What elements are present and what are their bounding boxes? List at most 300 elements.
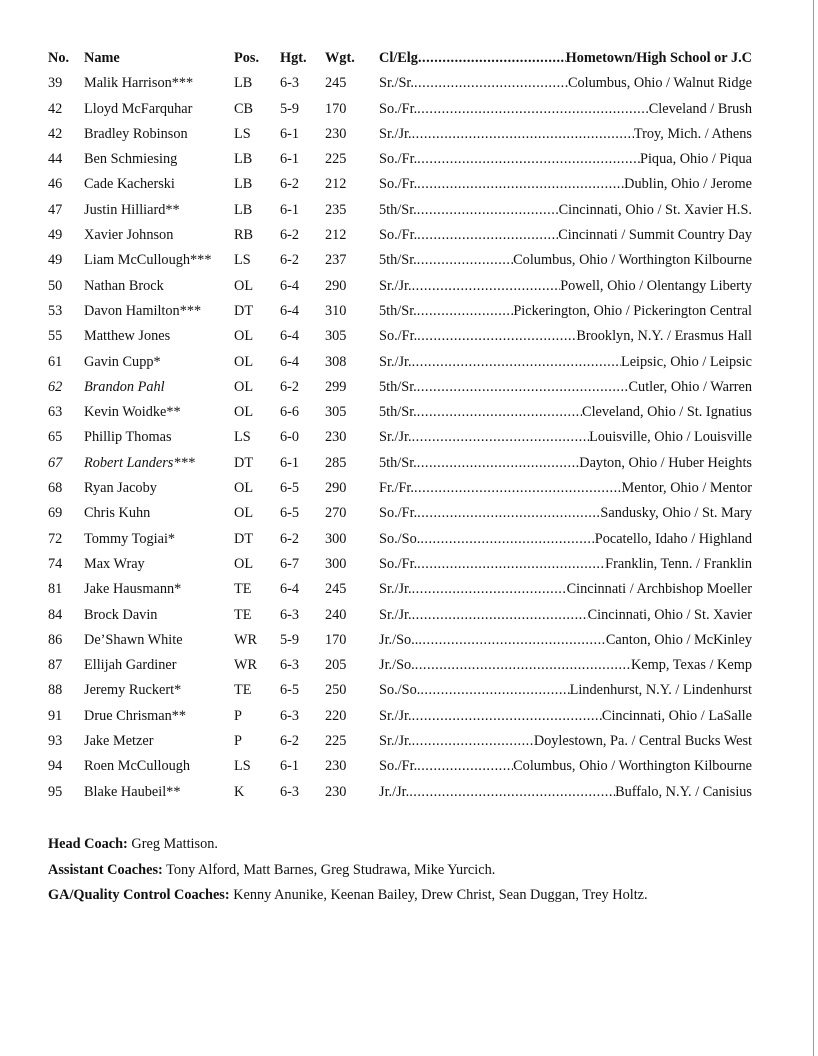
leader-dots [417,99,649,119]
player-number: 53 [48,302,63,319]
player-weight: 240 [325,606,347,623]
player-weight: 237 [325,252,347,269]
player-number: 93 [48,733,63,750]
leader-dots [409,782,615,802]
player-name: Max Wray [84,555,145,572]
table-row [48,756,752,781]
player-class-hometown [379,478,752,498]
player-number: 67 [48,454,63,471]
player-weight: 225 [325,733,347,750]
player-height: 6-4 [280,277,300,294]
player-number: 39 [48,75,63,92]
table-row [48,276,752,301]
player-hometown: Columbus, Ohio / Worthington Kilbourne [513,758,752,775]
player-position: LS [234,758,251,775]
player-height: 6-1 [280,454,300,471]
player-class: Sr./Jr. [379,581,412,598]
player-class: So./Fr. [379,758,418,775]
player-number: 86 [48,631,63,648]
player-number: 42 [48,100,63,117]
assistant-coaches-line [48,860,768,886]
player-position: TE [234,606,252,623]
player-number: 65 [48,429,63,446]
player-class: Jr./So.. [379,631,419,648]
player-weight: 235 [325,201,347,218]
head-coach-label: Head Coach: [48,836,128,852]
player-number: 49 [48,252,63,269]
player-position: DT [234,530,254,547]
table-row [48,529,752,554]
player-height: 6-4 [280,302,300,319]
leader-dots [417,453,580,473]
player-name: Brandon Pahl [84,378,165,395]
player-name: Gavin Cupp* [84,353,161,370]
leader-dots [412,605,588,625]
player-position: OL [234,404,254,421]
player-weight: 205 [325,657,347,674]
table-row [48,124,752,149]
player-weight: 230 [325,429,347,446]
player-position: LB [234,75,253,92]
player-class-hometown [379,706,752,726]
leader-dots [417,225,558,245]
leader-dots [418,48,566,68]
player-class: So./Fr. [379,176,418,193]
player-class-hometown [379,124,752,144]
player-weight: 250 [325,682,347,699]
player-hometown: Powell, Ohio / Olentangy Liberty [560,277,752,294]
coaching-staff [48,834,768,911]
player-weight: 299 [325,378,347,395]
table-row [48,99,752,124]
player-hometown: Brooklyn, N.Y. / Erasmus Hall [576,328,752,345]
assistant-coaches-label: Assistant Coaches: [48,861,163,878]
player-weight: 220 [325,707,347,724]
player-position: LB [234,176,253,193]
player-position: P [234,733,242,750]
player-height: 6-2 [280,227,300,244]
player-class: Sr./Jr. [379,353,412,370]
player-name: Roen McCullough [84,758,191,775]
leader-dots [417,503,600,523]
player-name: Jeremy Ruckert* [84,682,182,699]
player-position: OL [234,555,254,572]
roster-header-row [48,48,752,73]
player-class: So./Fr. [379,555,418,572]
player-number: 87 [48,657,63,674]
player-position: OL [234,378,254,395]
player-hometown: Cleveland, Ohio / St. Ignatius [582,404,752,421]
player-hometown: Sandusky, Ohio / St. Mary [600,505,752,522]
player-class-hometown [379,427,752,447]
leader-dots [415,655,631,675]
player-hometown: Buffalo, N.Y. / Canisius [615,783,752,800]
player-hometown: Cincinnati, Ohio / St. Xavier [587,606,752,623]
player-position: WR [234,631,258,648]
head-coach-line [48,834,768,860]
player-name: Malik Harrison*** [84,75,194,92]
player-weight: 212 [325,176,347,193]
leader-dots [417,756,513,776]
player-class: 5th/Sr. [379,378,417,395]
table-row [48,579,752,604]
table-row [48,782,752,807]
table-row [48,174,752,199]
player-number: 81 [48,581,63,598]
player-hometown: Louisville, Ohio / Louisville [589,429,752,446]
header-no: No. [48,50,70,66]
player-height: 6-3 [280,707,300,724]
header-name: Name [84,50,120,66]
player-position: TE [234,682,252,699]
leader-dots [417,554,605,574]
player-weight: 300 [325,555,347,572]
player-class: 5th/Sr. [379,404,417,421]
player-hometown: Franklin, Tenn. / Franklin [605,555,752,572]
leader-dots [417,250,513,270]
leader-dots [420,680,569,700]
player-class: Jr./So. [379,657,415,674]
head-coach-value: Greg Mattison. [127,836,218,852]
player-hometown: Columbus, Ohio / Walnut Ridge [567,75,752,92]
player-weight: 212 [325,227,347,244]
player-position: LB [234,151,253,168]
table-row [48,149,752,174]
player-position: OL [234,328,254,345]
player-class: So./So. [379,530,421,547]
player-number: 47 [48,201,63,218]
roster-rows [48,73,752,807]
player-name: Tommy Togiai* [84,530,176,547]
player-hometown: Cincinnati, Ohio / LaSalle [601,707,752,724]
player-weight: 245 [325,75,347,92]
player-class-hometown [379,276,752,296]
player-class: Sr./Jr. [379,429,412,446]
player-class: 5th/Sr. [379,302,417,319]
player-position: LS [234,252,251,269]
player-class-hometown [379,200,752,220]
leader-dots [414,73,568,93]
player-number: 61 [48,353,63,370]
player-height: 6-3 [280,606,300,623]
leader-dots [412,579,567,599]
player-class: Sr./Jr. [379,733,412,750]
table-row [48,453,752,478]
player-name: Chris Kuhn [84,505,151,522]
table-row [48,377,752,402]
leader-dots [417,402,582,422]
ga-coaches-line [48,885,768,911]
player-weight: 230 [325,783,347,800]
player-class-hometown [379,731,752,751]
header-pos: Pos. [234,50,260,66]
table-row [48,655,752,680]
player-number: 74 [48,555,63,572]
player-number: 91 [48,707,63,724]
player-weight: 308 [325,353,347,370]
player-class-hometown [379,453,752,473]
player-number: 69 [48,505,63,522]
table-row [48,225,752,250]
header-rest [379,48,752,68]
player-name: Blake Haubeil** [84,783,181,800]
player-class: Sr./Jr. [379,606,412,623]
leader-dots [412,731,534,751]
player-number: 68 [48,480,63,497]
player-name: Drue Chrisman** [84,707,187,724]
player-class: Fr./Fr. [379,480,414,497]
player-name: Kevin Woidke** [84,404,181,421]
player-number: 94 [48,758,63,775]
player-number: 49 [48,227,63,244]
table-row [48,503,752,528]
table-row [48,73,752,98]
player-height: 6-3 [280,75,300,92]
player-weight: 305 [325,328,347,345]
player-hometown: Piqua, Ohio / Piqua [640,151,752,168]
player-name: Justin Hilliard** [84,201,180,218]
player-weight: 245 [325,581,347,598]
player-name: De’Shawn White [84,631,183,648]
player-class: So./So. [379,682,421,699]
player-class: Sr./Jr. [379,125,412,142]
player-height: 6-2 [280,252,300,269]
player-class: So./Fr. [379,151,418,168]
player-position: WR [234,657,258,674]
player-position: TE [234,581,252,598]
player-hometown: Dayton, Ohio / Huber Heights [579,454,752,471]
leader-dots [418,630,606,650]
table-row [48,706,752,731]
player-height: 6-7 [280,555,300,572]
assistant-coaches-value: Tony Alford, Matt Barnes, Greg Studrawa, Mike Yurcich. [162,861,496,878]
player-name: Ryan Jacoby [84,480,157,497]
player-hometown: Columbus, Ohio / Worthington Kilbourne [513,252,752,269]
ga-coaches-value: Kenny Anunike, Keenan Bailey, Drew Christ, Sean Duggan, Trey Holtz. [229,887,648,903]
table-row [48,427,752,452]
table-row [48,301,752,326]
player-class-hometown [379,352,752,372]
player-height: 6-4 [280,581,300,598]
header-hgt: Hgt. [280,50,307,66]
leader-dots [412,427,590,447]
player-number: 46 [48,176,63,193]
player-class: So./Fr. [379,328,418,345]
player-class-hometown [379,605,752,625]
player-class-hometown [379,554,752,574]
leader-dots [412,352,621,372]
player-name: Nathan Brock [84,277,164,294]
player-class-hometown [379,174,752,194]
player-class-hometown [379,250,752,270]
player-height: 6-4 [280,328,300,345]
player-position: LB [234,201,253,218]
player-weight: 170 [325,100,347,117]
player-hometown: Dublin, Ohio / Jerome [624,176,752,193]
player-weight: 290 [325,480,347,497]
player-hometown: Cutler, Ohio / Warren [628,378,752,395]
player-class: 5th/Sr. [379,454,417,471]
table-row [48,352,752,377]
player-number: 42 [48,125,63,142]
player-position: OL [234,505,254,522]
table-row [48,326,752,351]
player-position: LS [234,429,251,446]
player-name: Jake Metzer [84,733,154,750]
player-class: Sr./Sr. [379,75,414,92]
player-number: 95 [48,783,63,800]
leader-dots [420,529,594,549]
player-class-hometown [379,149,752,169]
player-position: OL [234,480,254,497]
leader-dots [412,276,561,296]
player-position: LS [234,125,251,142]
player-number: 62 [48,378,63,395]
player-number: 88 [48,682,63,699]
player-class-hometown [379,756,752,776]
player-class: So./Fr. [379,505,418,522]
leader-dots [417,377,629,397]
player-height: 6-5 [280,505,300,522]
player-weight: 230 [325,758,347,775]
player-hometown: Cincinnati, Ohio / St. Xavier H.S. [558,201,752,218]
player-height: 6-2 [280,378,300,395]
table-row [48,630,752,655]
player-height: 6-1 [280,758,300,775]
player-height: 6-1 [280,125,300,142]
player-position: OL [234,277,254,294]
player-height: 5-9 [280,631,300,648]
player-class: Jr./Jr. [379,783,410,800]
header-home: Hometown/High School or J.C [565,50,752,66]
player-class: 5th/Sr. [379,201,417,218]
player-name: Davon Hamilton*** [84,302,202,319]
player-hometown: Kemp, Texas / Kemp [630,657,752,674]
leader-dots [417,301,514,321]
player-position: OL [234,353,254,370]
table-row [48,250,752,275]
player-class-hometown [379,503,752,523]
player-class-hometown [379,99,752,119]
player-class: So./Fr. [379,100,418,117]
player-class-hometown [379,326,752,346]
player-number: 63 [48,404,63,421]
player-hometown: Troy, Mich. / Athens [633,125,752,142]
player-class-hometown [379,301,752,321]
player-class-hometown [379,655,752,675]
player-weight: 225 [325,151,347,168]
leader-dots [412,124,634,144]
player-name: Cade Kacherski [84,176,175,193]
player-weight: 290 [325,277,347,294]
player-name: Liam McCullough*** [84,252,212,269]
player-class-hometown [379,529,752,549]
player-height: 6-2 [280,530,300,547]
player-class-hometown [379,225,752,245]
table-row [48,200,752,225]
player-hometown: Cincinnati / Archbishop Moeller [566,581,752,598]
player-class-hometown [379,402,752,422]
player-weight: 170 [325,631,347,648]
header-wgt: Wgt. [325,50,355,66]
table-row [48,680,752,705]
player-weight: 285 [325,454,347,471]
player-position: CB [234,100,254,117]
player-height: 6-5 [280,480,300,497]
leader-dots [417,326,576,346]
player-position: DT [234,454,254,471]
leader-dots [412,706,602,726]
player-hometown: Canton, Ohio / McKinley [605,631,752,648]
leader-dots [414,478,622,498]
player-name: Phillip Thomas [84,429,172,446]
player-hometown: Cleveland / Brush [648,100,752,117]
player-hometown: Mentor, Ohio / Mentor [621,480,752,497]
ga-coaches-label: GA/Quality Control Coaches: [48,887,230,903]
player-weight: 270 [325,505,347,522]
player-height: 6-5 [280,682,300,699]
player-position: DT [234,302,254,319]
leader-dots [417,149,640,169]
player-weight: 310 [325,302,347,319]
roster-table [48,48,752,807]
player-name: Jake Hausmann* [84,581,182,598]
player-weight: 305 [325,404,347,421]
player-height: 6-2 [280,176,300,193]
player-weight: 300 [325,530,347,547]
table-row [48,731,752,756]
player-hometown: Leipsic, Ohio / Leipsic [620,353,752,370]
table-row [48,402,752,427]
player-number: 84 [48,606,63,623]
player-height: 6-4 [280,353,300,370]
player-height: 5-9 [280,100,300,117]
table-row [48,605,752,630]
player-class-hometown [379,680,752,700]
player-height: 6-3 [280,657,300,674]
player-hometown: Pickerington, Ohio / Pickerington Central [513,302,752,319]
player-class-hometown [379,630,752,650]
player-class-hometown [379,782,752,802]
player-name: Bradley Robinson [84,125,188,142]
player-name: Lloyd McFarquhar [84,100,193,117]
player-hometown: Lindenhurst, N.Y. / Lindenhurst [569,682,752,699]
player-number: 72 [48,530,63,547]
leader-dots [417,174,624,194]
player-name: Robert Landers*** [84,454,195,471]
player-class-hometown [379,377,752,397]
player-number: 55 [48,328,63,345]
player-height: 6-1 [280,151,300,168]
player-name: Xavier Johnson [84,227,174,244]
leader-dots [417,200,559,220]
player-hometown: Pocatello, Idaho / Highland [594,530,752,547]
player-number: 50 [48,277,63,294]
player-height: 6-0 [280,429,300,446]
table-row [48,554,752,579]
player-class: So./Fr. [379,227,418,244]
player-class: 5th/Sr. [379,252,417,269]
header-cl: Cl/Elg [379,50,418,66]
player-height: 6-1 [280,201,300,218]
player-class: Sr./Jr. [379,707,412,724]
player-height: 6-2 [280,733,300,750]
player-name: Ben Schmiesing [84,151,178,168]
player-number: 44 [48,151,63,168]
player-weight: 230 [325,125,347,142]
player-hometown: Cincinnati / Summit Country Day [558,227,752,244]
player-height: 6-3 [280,783,300,800]
